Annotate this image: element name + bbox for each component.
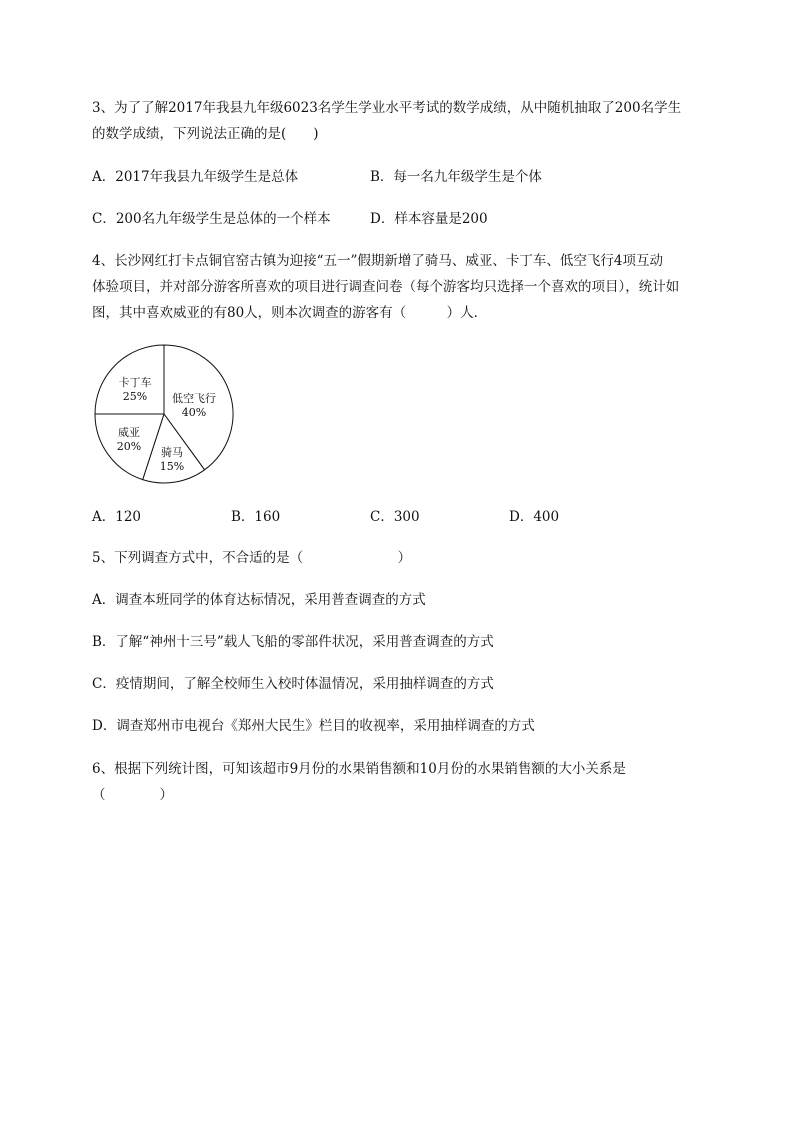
q5-option-d: D．调查郑州市电视台《郑州大民生》栏目的收视率，采用抽样调查的方式 — [92, 718, 535, 734]
pie-label-4: 卡丁车 — [118, 376, 152, 389]
q4-option-c: C．300 — [370, 509, 420, 525]
q4-option-b: B．160 — [231, 509, 281, 525]
q3-option-b: B．每一名九年级学生是个体 — [370, 169, 542, 185]
pie-percent-2: 15% — [159, 460, 185, 473]
pie-percent-4: 25% — [122, 390, 148, 403]
q5-option-a: A．调查本班同学的体育达标情况，采用普查调查的方式 — [92, 592, 426, 608]
q6-stem-line1: 6、根据下列统计图，可知该超市9月份的水果销售额和10月份的水果销售额的大小关系是 — [92, 761, 626, 777]
q3-stem-line2: 的数学成绩，下列说法正确的是( ) — [92, 126, 319, 142]
q3-stem-line1: 3、为了了解2017年我县九年级6023名学生学业水平考试的数学成绩，从中随机抽取了200名学生 — [92, 100, 682, 116]
q4-stem-line3: 图，其中喜欢威亚的有80人，则本次调查的游客有（ ）人． — [92, 305, 488, 321]
q5-option-b: B．了解“神州十三号”载人飞船的零部件状况，采用普查调查的方式 — [92, 634, 494, 650]
pie-label-2: 骑马 — [161, 446, 183, 459]
q5-option-c: C．疫情期间，了解全校师生入校时体温情况，采用抽样调查的方式 — [92, 676, 494, 692]
pie-chart — [94, 344, 238, 484]
q6-stem-line2: （ ） — [92, 787, 173, 803]
pie-label-1: 低空飞行 — [172, 392, 216, 405]
q4-option-a: A．120 — [92, 509, 142, 525]
q5-stem: 5、下列调查方式中，不合适的是（ ） — [92, 550, 412, 566]
q4-option-d: D．400 — [509, 509, 560, 525]
q3-option-d: D．样本容量是200 — [370, 211, 488, 227]
pie-percent-3: 20% — [116, 440, 142, 453]
q3-option-c: C．200名九年级学生是总体的一个样本 — [92, 211, 331, 227]
q3-option-a: A．2017年我县九年级学生是总体 — [92, 169, 299, 185]
q4-stem-line2: 体验项目，并对部分游客所喜欢的项目进行调查问卷（每个游客均只选择一个喜欢的项目），统计如 — [92, 279, 680, 295]
pie-label-3: 威亚 — [118, 426, 140, 439]
q4-stem-line1: 4、长沙网红打卡点铜官窑古镇为迎接“五一”假期新增了骑马、威亚、卡丁车、低空飞行4项互动 — [92, 253, 663, 269]
pie-percent-1: 40% — [181, 406, 207, 419]
